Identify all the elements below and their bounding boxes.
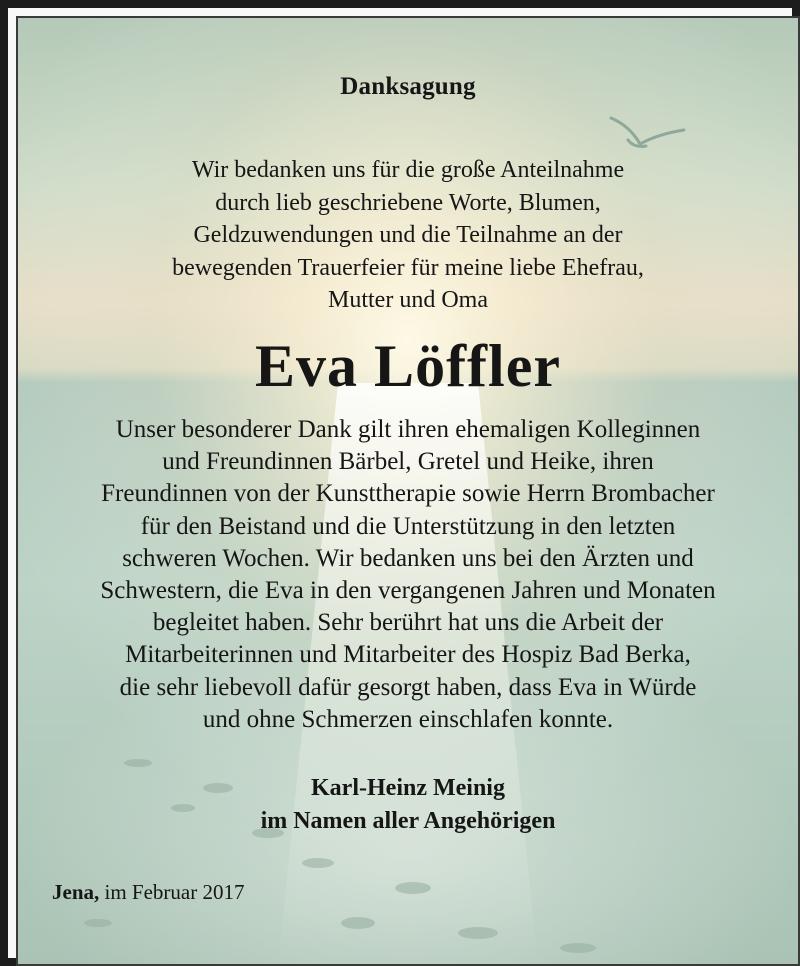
body-line: Mitarbeiterinnen und Mitarbeiter des Hospiz Bad Berka,	[125, 641, 691, 669]
body-line: schweren Wochen. Wir bedanken uns bei den Ärzten und	[122, 544, 694, 572]
body-line: die sehr liebevoll dafür gesorgt haben, dass Eva in Würde	[119, 673, 697, 701]
intro-line: Mutter und Oma	[328, 287, 488, 313]
notice-content	[18, 18, 798, 964]
intro-line: bewegenden Trauerfeier für meine liebe Ehefrau,	[172, 254, 644, 281]
intro-line: Wir bedanken uns für die große Anteilnahme	[191, 157, 625, 183]
body-line: Freundinnen von der Kunsttherapie sowie Herrn Brombacher	[101, 480, 715, 508]
intro-line: Geldzuwendungen und die Teilnahme an der	[193, 222, 623, 248]
body-line: Unser besonderer Dank gilt ihren ehemaligen Kolleginnen	[115, 416, 701, 443]
thanks-body	[18, 414, 798, 736]
body-line: und Freundinnen Bärbel, Gretel und Heike, ihren	[162, 448, 654, 476]
notice-heading: Danksagung	[340, 73, 476, 100]
place-date	[52, 880, 244, 905]
intro-text	[18, 154, 798, 317]
deceased-name: Eva Löffler	[255, 333, 561, 399]
signer-name: Karl-Heinz Meinig	[311, 775, 505, 801]
place: Jena,	[52, 880, 100, 904]
obituary-card	[16, 16, 800, 966]
intro-line: durch lieb geschriebene Worte, Blumen,	[215, 189, 601, 216]
body-line: begleitet haben. Sehr berührt hat uns die Arbeit der	[152, 609, 664, 637]
signer-note: im Namen aller Angehörigen	[260, 808, 556, 834]
body-line: für den Beistand und die Unterstützung in den letzten	[140, 512, 676, 540]
signature-block	[18, 772, 798, 838]
body-line: und ohne Schmerzen einschlafen konnte.	[202, 705, 614, 733]
body-line: Schwestern, die Eva in den vergangenen Jahren und Monaten	[100, 577, 716, 605]
date: im Februar 2017	[104, 880, 245, 904]
